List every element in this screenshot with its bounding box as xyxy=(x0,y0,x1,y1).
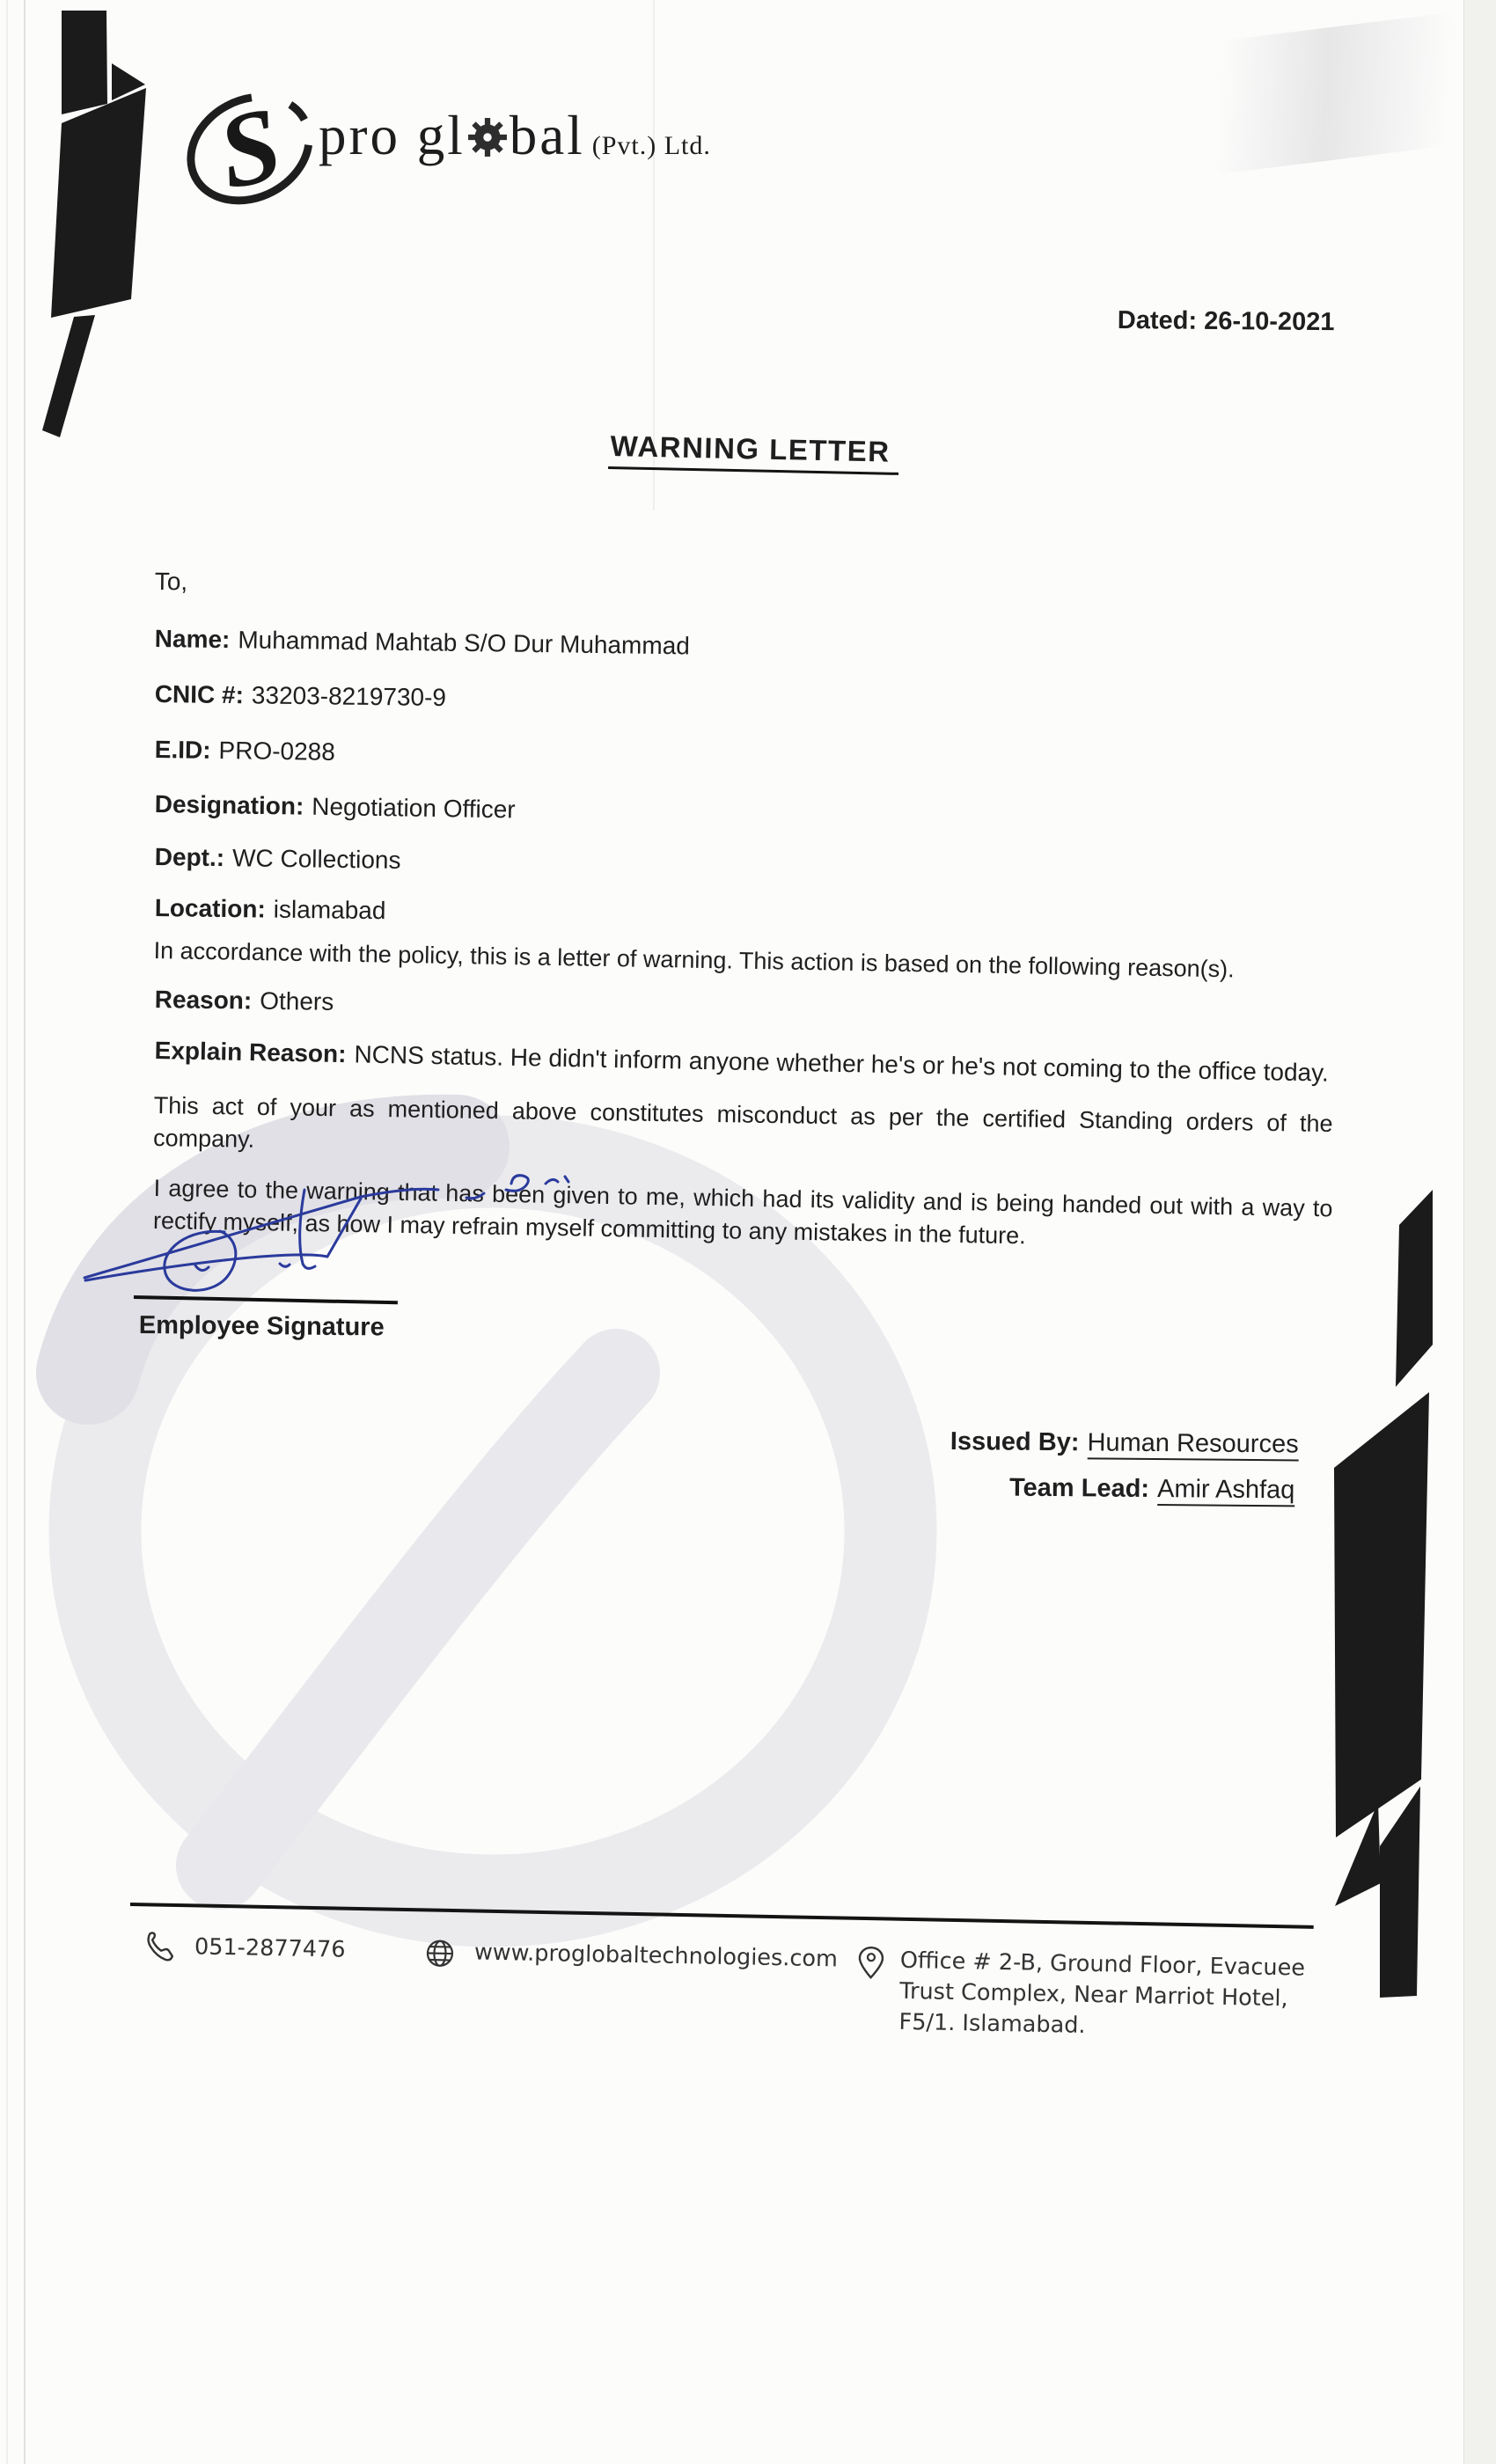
employee-signature-label: Employee Signature xyxy=(138,1311,385,1342)
issuance-block xyxy=(950,1427,1299,1522)
brand-suffix: (Pvt.) Ltd. xyxy=(591,131,711,160)
field-row-cnic xyxy=(155,680,447,712)
date-line: Dated: 26-10-2021 xyxy=(1117,306,1335,337)
field-value: islamabad xyxy=(273,895,386,925)
svg-text:S: S xyxy=(209,84,291,212)
field-label: Name: xyxy=(154,625,231,654)
issued-by-label: Issued By: xyxy=(950,1427,1080,1457)
globe-icon xyxy=(423,1936,458,1970)
employee-signature-ink xyxy=(70,1166,598,1333)
footer-website: www.proglobaltechnologies.com xyxy=(473,1939,839,1973)
location-pin-icon xyxy=(855,1945,886,1981)
reason-row xyxy=(155,986,334,1016)
issued-by-row xyxy=(950,1427,1299,1459)
gear-icon xyxy=(467,117,508,158)
intro-paragraph: In accordance with the policy, this is a letter of warning. This action is based on the following reason(s). xyxy=(153,936,1235,983)
misconduct-paragraph: This act of your as mentioned above constitutes misconduct as per the certified Standing orders of the company. xyxy=(152,1091,1333,1153)
scan-edge-line xyxy=(24,0,26,2464)
field-label: Designation: xyxy=(154,790,304,820)
left-decor-shapes xyxy=(42,11,146,437)
field-row-location xyxy=(155,894,386,925)
footer-address xyxy=(898,1946,1305,2046)
footer-address-line: Office # 2-B, Ground Floor, Evacuee xyxy=(899,1947,1306,1982)
field-value: Negotiation Officer xyxy=(312,792,516,824)
agreement-paragraph: I agree to the warning that has been given to me, which had its validity and is being handed out with a way to rectify myself, as how I may refrain myself committing to any mistakes in the future. xyxy=(152,1174,1333,1250)
field-label: Dept.: xyxy=(154,843,225,872)
brand-wordmark xyxy=(319,104,711,168)
brand-text-pre: pro gl xyxy=(319,105,466,166)
field-label: Location: xyxy=(154,894,266,923)
team-lead-value: Amir Ashfaq xyxy=(1157,1475,1295,1507)
letter-title xyxy=(608,429,899,469)
scan-edge-line-faint xyxy=(6,0,8,2464)
explain-reason-value: NCNS status. He didn't inform anyone whether he's or he's not coming to the office today. xyxy=(354,1040,1330,1087)
field-row-designation xyxy=(154,790,515,824)
scan-right-edge-strip xyxy=(1463,0,1496,2464)
brand-text-post: bal xyxy=(509,105,585,166)
letter-title-text: WARNING LETTER xyxy=(608,429,899,475)
field-label: CNIC #: xyxy=(154,680,245,709)
field-value: PRO-0288 xyxy=(218,737,336,766)
field-value: Muhammad Mahtab S/O Dur Muhammad xyxy=(238,626,691,660)
reason-label: Reason: xyxy=(154,986,253,1015)
issued-by-value: Human Resources xyxy=(1087,1428,1298,1461)
s-swirl-logo-icon xyxy=(180,75,319,219)
phone-icon xyxy=(142,1929,176,1963)
field-value: WC Collections xyxy=(231,844,401,874)
footer-phone: 051-2877476 xyxy=(194,1933,346,1963)
footer-address-line: Trust Complex, Near Marriot Hotel, xyxy=(898,1977,1288,2013)
field-label: E.ID: xyxy=(154,736,211,764)
footer-address-line: F5/1. Islamabad. xyxy=(898,2008,1086,2039)
salutation: To, xyxy=(154,568,188,596)
field-value: 33203-8219730-9 xyxy=(251,681,447,712)
field-row-dept xyxy=(155,843,401,875)
reason-value: Others xyxy=(260,986,334,1016)
field-row-eid xyxy=(155,736,336,766)
explain-reason-label: Explain Reason: xyxy=(154,1037,347,1068)
right-decor-shapes xyxy=(1334,1190,1433,1998)
team-lead-row xyxy=(950,1473,1294,1505)
team-lead-label: Team Lead: xyxy=(1008,1473,1150,1503)
